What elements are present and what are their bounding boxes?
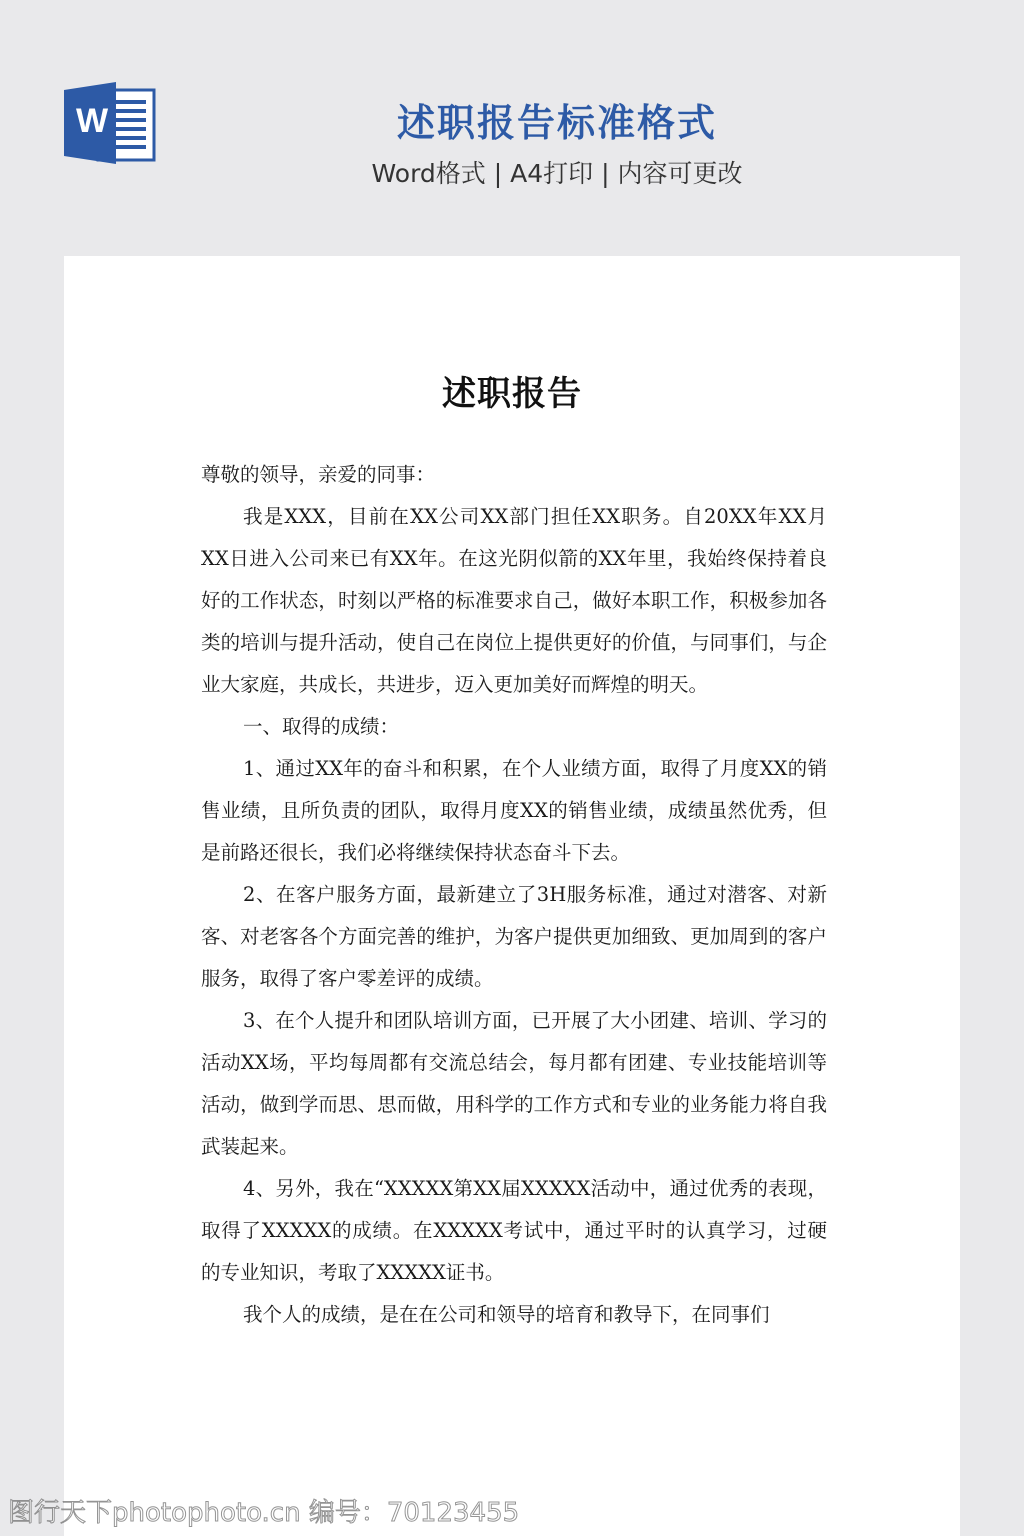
watermark: 图行天下photophoto.cn 编号：70123455 [8,1498,520,1528]
page-title: 述职报告标准格式 [396,101,717,145]
paragraph-item-2: 2、在客户服务方面，最新建立了3H服务标准，通过对潜客、对新客、对老客各个方面完善的维护，为客户提供更加细致、更加周到的客户服务，取得了客户零差评的成绩。 [201,883,827,990]
paragraph-item-3: 3、在个人提升和团队培训方面，已开展了大小团建、培训、学习的活动XX场，平均每周都有交流总结会，每月都有团建、专业技能培训等活动，做到学而思、思而做，用科学的工作方式和专业的业务能力将自我武装起来。 [201,1009,827,1158]
document-page [64,256,960,1536]
word-document-icon [64,82,156,164]
paragraph-item-1: 1、通过XX年的奋斗和积累，在个人业绩方面，取得了月度XX的销售业绩，且所负责的团队，取得月度XX的销售业绩，成绩虽然优秀，但是前路还很长，我们必将继续保持状态奋斗下去。 [201,757,827,864]
page-subtitle: Word格式 | A4打印 | 内容可更改 [371,159,743,188]
word-icon-letter: W [75,102,109,140]
section-heading: 一、取得的成绩： [243,715,400,738]
salutation: 尊敬的领导，亲爱的同事： [201,463,436,486]
document-body [201,454,827,1336]
header-banner [0,0,1024,256]
paragraph-closing: 我个人的成绩，是在在公司和领导的培育和教导下，在同事们 [243,1303,770,1326]
document-title: 述职报告 [442,374,582,414]
paragraph-item-4: 4、另外，我在“XXXXX第XX届XXXXX活动中，通过优秀的表现，取得了XXXXX的成绩。在XXXXX考试中，通过平时的认真学习，过硬的专业知识，考取了XXXXX证书。 [201,1177,827,1284]
paragraph-intro: 我是XXX，目前在XX公司XX部门担任XX职务。自20XX年XX月XX日进入公司来已有XX年。在这光阴似箭的XX年里，我始终保持着良好的工作状态，时刻以严格的标准要求自己，做好本职工作，积极参加各类的培训与提升活动，使自己在岗位上提供更好的价值，与同事们，与企业大家庭，共成长，共进步，迈入更加美好而辉煌的明天。 [201,505,827,696]
